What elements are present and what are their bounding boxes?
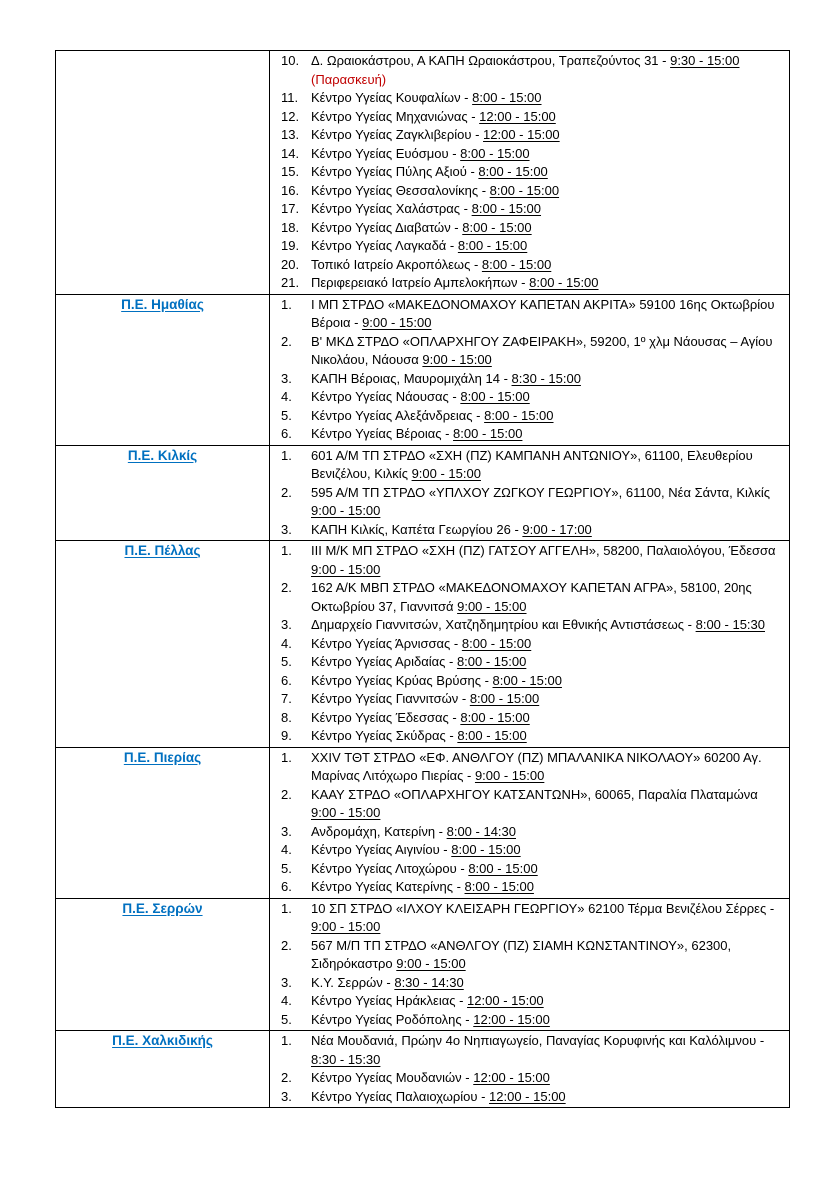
item-number: 3. <box>281 974 292 990</box>
location-text: Β' ΜΚΔ ΣΤΡΔΟ «ΟΠΛΑΡΧΗΓΟΥ ΖΑΦΕΙΡΑΚΗ», 59200, 1º χλμ Νάουσας – Αγίου Νικολάου, Νάουσα <box>311 333 773 367</box>
item-number: 5. <box>281 407 292 423</box>
opening-hours: 9:30 - 15:00 <box>670 53 740 68</box>
opening-hours: 8:30 - 15:00 <box>511 370 581 386</box>
item-content <box>311 333 789 370</box>
item-number: 5. <box>281 654 292 669</box>
schedule-item <box>270 126 789 145</box>
schedule-table <box>55 50 790 1108</box>
item-content <box>311 579 789 616</box>
schedule-item <box>270 200 789 219</box>
location-text: Κέντρο Υγείας Πύλης Αξιού - <box>311 164 479 179</box>
opening-hours: 8:00 - 15:30 <box>695 617 765 632</box>
schedule-item <box>270 1069 789 1088</box>
table-row <box>56 898 790 1031</box>
schedule-item <box>270 937 789 974</box>
table-row <box>56 445 790 541</box>
item-content <box>311 823 789 842</box>
item-content <box>311 709 789 728</box>
table-body <box>56 51 790 1108</box>
item-content <box>311 878 789 897</box>
item-number: 1. <box>281 447 292 463</box>
item-number: 4. <box>281 993 292 1008</box>
opening-hours: 9:00 - 15:00 <box>362 315 432 330</box>
item-number: 2. <box>281 786 292 802</box>
opening-hours: 9:00 - 15:00 <box>457 598 527 614</box>
opening-hours: 8:00 - 15:00 <box>456 654 527 669</box>
schedule-item <box>270 145 789 164</box>
item-number: 2. <box>281 333 292 349</box>
item-content <box>311 616 789 635</box>
item-number: 12. <box>281 108 300 124</box>
opening-hours: 9:00 - 15:00 <box>396 956 466 971</box>
location-text: ΚΑΠΗ Βέροιας, Μαυρομιχάλη 14 - <box>311 370 512 386</box>
schedule-item <box>270 579 789 616</box>
item-content <box>311 274 789 293</box>
schedule-item <box>270 370 789 389</box>
location-text: Κέντρο Υγείας Αριδαίας - <box>311 654 457 669</box>
opening-hours: 8:00 - 15:00 <box>457 728 527 743</box>
schedule-item <box>270 274 789 293</box>
location-text: Κέντρο Υγείας Βέροιας - <box>311 426 454 441</box>
location-text: ΙΙΙ Μ/Κ ΜΠ ΣΤΡΔΟ «ΣΧΗ (ΠΖ) ΓΑΤΣΟΥ ΑΓΓΕΛΗ», 58200, Παλαιολόγου, Έδεσσα <box>311 543 776 558</box>
schedule-item <box>270 447 789 484</box>
region-cell <box>56 1031 270 1108</box>
item-number: 6. <box>281 672 292 688</box>
schedule-item <box>270 823 789 842</box>
table-row <box>56 51 790 295</box>
item-number: 15. <box>281 164 300 179</box>
location-text: Κέντρο Υγείας Νάουσας - <box>311 389 461 404</box>
location-text: Κέντρο Υγείας Ροδόπολης - <box>311 1011 474 1027</box>
location-text: Κέντρο Υγείας Έδεσσας - <box>311 709 461 725</box>
item-number: 5. <box>281 1011 292 1027</box>
item-content <box>311 237 789 256</box>
item-number: 9. <box>281 728 292 743</box>
item-content <box>311 1032 789 1069</box>
item-number: 20. <box>281 256 300 272</box>
opening-hours: 9:00 - 15:00 <box>474 768 545 783</box>
schedule-item <box>270 108 789 127</box>
schedule-item <box>270 974 789 993</box>
region-cell <box>56 51 270 295</box>
region-cell <box>56 294 270 445</box>
location-text: Κέντρο Υγείας Κουφαλίων - <box>311 90 473 105</box>
location-text: Τοπικό Ιατρείο Ακροπόλεως - <box>311 256 482 272</box>
opening-hours: 8:30 - 15:30 <box>311 1051 381 1067</box>
location-text: Κέντρο Υγείας Διαβατών - <box>311 219 463 235</box>
entries-cell <box>270 1031 790 1108</box>
location-text: Κέντρο Υγείας Ζαγκλιβερίου - <box>311 127 484 142</box>
item-number: 19. <box>281 238 300 253</box>
opening-hours: 8:00 - 15:00 <box>481 256 552 272</box>
region-link[interactable]: Π.Ε. Ημαθίας <box>121 296 204 312</box>
schedule-item <box>270 616 789 635</box>
entries-cell <box>270 51 790 295</box>
item-number: 4. <box>281 842 292 857</box>
location-text: 567 Μ/Π ΤΠ ΣΤΡΔΟ «ΑΝΘΛΓΟΥ (ΠΖ) ΣΙΑΜΗ ΚΩΝΣΤΑΝΤΙΝΟΥ», 62300, Σιδηρόκαστρο <box>311 937 732 971</box>
opening-hours: 8:00 - 15:00 <box>464 879 534 894</box>
opening-hours: 8:00 - 15:00 <box>484 407 554 423</box>
item-content <box>311 256 789 275</box>
item-content <box>311 841 789 860</box>
item-number: 2. <box>281 484 292 500</box>
item-content <box>311 749 789 786</box>
location-text: Νέα Μουδανιά, Πρώην 4ο Νηπιαγωγείο, Παναγίας Κορυφινής και Καλόλιμνου - <box>311 1033 765 1048</box>
item-number: 14. <box>281 145 300 161</box>
schedule-item <box>270 484 789 521</box>
region-link[interactable]: Π.Ε. Κιλκίς <box>127 447 198 463</box>
location-text: Ανδρομάχη, Κατερίνη - <box>311 823 447 839</box>
opening-hours: 8:00 - 15:00 <box>460 145 530 161</box>
item-content <box>311 52 789 89</box>
item-number: 4. <box>281 389 292 404</box>
location-text: Κέντρο Υγείας Άρνισσας - <box>311 635 462 651</box>
opening-hours: 12:00 - 15:00 <box>467 993 544 1008</box>
item-number: 2. <box>281 1070 292 1085</box>
item-content <box>311 163 789 182</box>
item-number: 4. <box>281 635 292 651</box>
item-content <box>311 727 789 746</box>
opening-hours: 8:00 - 15:00 <box>461 635 532 651</box>
region-link[interactable]: Π.Ε. Πιερίας <box>123 749 202 765</box>
location-text: Κέντρο Υγείας Γιαννιτσών - <box>311 691 470 706</box>
item-number: 3. <box>281 1088 292 1104</box>
item-content <box>311 786 789 823</box>
item-content <box>311 900 789 937</box>
opening-hours: 9:00 - 15:00 <box>311 919 381 934</box>
item-content <box>311 1011 789 1030</box>
item-content <box>311 126 789 145</box>
schedule-item <box>270 860 789 879</box>
item-number: 5. <box>281 860 292 876</box>
table-row <box>56 1031 790 1108</box>
schedule-item <box>270 786 789 823</box>
location-text: Κέντρο Υγείας Μουδανιών - <box>311 1070 474 1085</box>
schedule-item <box>270 635 789 654</box>
opening-hours: 8:00 - 15:00 <box>492 672 562 688</box>
opening-hours: 9:00 - 15:00 <box>311 805 381 820</box>
item-content <box>311 974 789 993</box>
location-text: Περιφερειακό Ιατρείο Αμπελοκήπων - <box>311 275 530 290</box>
item-number: 3. <box>281 370 292 386</box>
schedule-item <box>270 256 789 275</box>
opening-hours: 8:00 - 15:00 <box>460 389 530 404</box>
opening-hours: 8:00 - 14:30 <box>446 823 516 839</box>
schedule-item <box>270 992 789 1011</box>
schedule-item <box>270 182 789 201</box>
item-content <box>311 182 789 201</box>
opening-hours: 8:00 - 15:00 <box>529 275 599 290</box>
table-row <box>56 294 790 445</box>
schedule-item <box>270 89 789 108</box>
schedule-item <box>270 900 789 937</box>
location-text: Κέντρο Υγείας Θεσσαλονίκης - <box>311 182 490 198</box>
item-content <box>311 219 789 238</box>
region-cell <box>56 898 270 1031</box>
item-number: 21. <box>281 275 300 290</box>
item-number: 7. <box>281 691 292 706</box>
opening-hours: 12:00 - 15:00 <box>483 127 560 142</box>
schedule-item <box>270 407 789 426</box>
schedule-item <box>270 1088 789 1107</box>
region-link[interactable]: Π.Ε. Πέλλας <box>124 543 201 558</box>
schedule-item <box>270 1011 789 1030</box>
entries-cell <box>270 445 790 541</box>
schedule-item <box>270 727 789 746</box>
schedule-item <box>270 690 789 709</box>
schedule-item <box>270 425 789 444</box>
region-cell <box>56 445 270 541</box>
opening-hours: 12:00 - 15:00 <box>479 108 556 124</box>
opening-hours: 8:00 - 15:00 <box>472 90 542 105</box>
opening-hours: 9:00 - 15:00 <box>311 503 381 518</box>
item-content <box>311 672 789 691</box>
opening-hours: 9:00 - 15:00 <box>422 352 492 367</box>
location-text: Κέντρο Υγείας Μηχανιώνας - <box>311 108 480 124</box>
schedule-item <box>270 296 789 333</box>
schedule-item <box>270 163 789 182</box>
location-text: 601 Α/Μ ΤΠ ΣΤΡΔΟ «ΣΧΗ (ΠΖ) ΚΑΜΠΑΝΗ ΑΝΤΩΝΙΟΥ», 61100, Ελευθερίου Βενιζέλου, Κιλκίς <box>311 447 753 481</box>
location-text: Ι ΜΠ ΣΤΡΔΟ «ΜΑΚΕΔΟΝΟΜΑΧΟΥ ΚΑΠΕΤΑΝ ΑΚΡΙΤΑ» 59100 16ης Οκτωβρίου Βέροια - <box>311 296 775 330</box>
opening-hours: 8:30 - 14:30 <box>394 974 464 990</box>
schedule-item <box>270 653 789 672</box>
item-number: 16. <box>281 182 300 198</box>
location-text: Κέντρο Υγείας Κρύας Βρύσης - <box>311 672 493 688</box>
schedule-item <box>270 219 789 238</box>
opening-hours: 12:00 - 15:00 <box>473 1011 550 1027</box>
item-content <box>311 200 789 219</box>
item-content <box>311 447 789 484</box>
entries-cell <box>270 541 790 748</box>
location-text: 10 ΣΠ ΣΤΡΔΟ «ΙΛΧΟΥ ΚΛΕΙΣΑΡΗ ΓΕΩΡΓΙΟΥ» 62100 Τέρμα Βενιζέλου Σέρρες - <box>311 900 775 916</box>
opening-hours: 8:00 - 15:00 <box>451 842 521 857</box>
location-text: Κέντρο Υγείας Κατερίνης - <box>311 879 465 894</box>
item-content <box>311 542 789 579</box>
item-number: 3. <box>281 521 292 537</box>
item-content <box>311 1088 789 1107</box>
schedule-item <box>270 52 789 89</box>
opening-hours: 8:00 - 15:00 <box>462 219 532 235</box>
schedule-item <box>270 1032 789 1069</box>
item-content <box>311 108 789 127</box>
entries-cell <box>270 898 790 1031</box>
item-content <box>311 992 789 1011</box>
schedule-item <box>270 749 789 786</box>
opening-hours: 8:00 - 15:00 <box>457 238 528 253</box>
location-text: Κ.Υ. Σερρών - <box>311 974 395 990</box>
item-number: 2. <box>281 580 292 595</box>
opening-hours: 12:00 - 15:00 <box>473 1070 550 1085</box>
item-number: 13. <box>281 127 300 142</box>
schedule-item <box>270 237 789 256</box>
opening-hours: 9:00 - 15:00 <box>411 466 481 481</box>
schedule-item <box>270 388 789 407</box>
item-number: 3. <box>281 617 292 632</box>
item-number: 2. <box>281 937 292 953</box>
location-text: XXIV ΤΘΤ ΣΤΡΔΟ «ΕΦ. ΑΝΘΛΓΟΥ (ΠΖ) ΜΠΑΛΑΝΙΚΑ ΝΙΚΟΛΑΟΥ» 60200 Αγ. Μαρίνας Λιτόχωρο Πιερίας - <box>311 749 762 783</box>
item-number: 6. <box>281 879 292 894</box>
location-text: 595 Α/Μ ΤΠ ΣΤΡΔΟ «ΥΠΛΧΟΥ ΖΩΓΚΟΥ ΓΕΩΡΓΙΟΥ», 61100, Νέα Σάντα, Κιλκίς <box>311 484 771 500</box>
opening-hours: 8:00 - 15:00 <box>469 691 540 706</box>
item-content <box>311 145 789 164</box>
opening-hours: 8:00 - 15:00 <box>453 426 523 441</box>
location-text: Κέντρο Υγείας Ηράκλειας - <box>311 993 468 1008</box>
item-number: 1. <box>281 543 292 558</box>
item-content <box>311 407 789 426</box>
opening-hours: 8:00 - 15:00 <box>489 182 560 198</box>
location-text: Κέντρο Υγείας Ευόσμου - <box>311 145 461 161</box>
location-text: Κέντρο Υγείας Αιγινίου - <box>311 842 452 857</box>
note-day: (Παρασκευή) <box>311 71 387 87</box>
location-text: Δ. Ωραιοκάστρου, Α ΚΑΠΗ Ωραιοκάστρου, Τραπεζούντος 31 - <box>311 53 671 68</box>
location-text: ΚΑΑΥ ΣΤΡΔΟ «ΟΠΛΑΡΧΗΓΟΥ ΚΑΤΣΑΝΤΩΝΗ», 60065, Παραλία Πλαταμώνα <box>311 786 758 802</box>
schedule-item <box>270 672 789 691</box>
region-link[interactable]: Π.Ε. Σερρών <box>122 900 203 916</box>
item-number: 1. <box>281 1033 292 1048</box>
item-content <box>311 484 789 521</box>
schedule-item <box>270 878 789 897</box>
opening-hours: 12:00 - 15:00 <box>489 1088 566 1104</box>
location-text: Κέντρο Υγείας Παλαιοχωρίου - <box>311 1088 490 1104</box>
schedule-item <box>270 841 789 860</box>
region-link[interactable]: Π.Ε. Χαλκιδικής <box>112 1033 213 1048</box>
schedule-item <box>270 709 789 728</box>
entries-cell <box>270 294 790 445</box>
item-content <box>311 388 789 407</box>
item-number: 17. <box>281 201 300 216</box>
item-number: 10. <box>281 53 300 68</box>
opening-hours: 9:00 - 15:00 <box>311 561 381 577</box>
item-content <box>311 89 789 108</box>
item-content <box>311 937 789 974</box>
item-number: 1. <box>281 296 292 312</box>
item-number: 18. <box>281 219 300 235</box>
table-row <box>56 747 790 898</box>
location-text: Κέντρο Υγείας Λαγκαδά - <box>311 238 458 253</box>
item-content <box>311 370 789 389</box>
schedule-item <box>270 333 789 370</box>
region-cell <box>56 747 270 898</box>
item-content <box>311 653 789 672</box>
opening-hours: 9:00 - 17:00 <box>522 521 592 537</box>
item-content <box>311 635 789 654</box>
schedule-item <box>270 521 789 540</box>
location-text: ΚΑΠΗ Κιλκίς, Καπέτα Γεωργίου 26 - <box>311 521 523 537</box>
item-content <box>311 1069 789 1088</box>
opening-hours: 8:00 - 15:00 <box>471 201 542 216</box>
location-text: Κέντρο Υγείας Σκύδρας - <box>311 728 458 743</box>
item-number: 8. <box>281 709 292 725</box>
item-content <box>311 521 789 540</box>
location-text: Κέντρο Υγείας Λιτοχώρου - <box>311 860 469 876</box>
item-content <box>311 690 789 709</box>
item-content <box>311 860 789 879</box>
location-text: Δημαρχείο Γιαννιτσών, Χατζηδημητρίου και Εθνικής Αντιστάσεως - <box>311 617 696 632</box>
item-number: 1. <box>281 749 292 765</box>
opening-hours: 8:00 - 15:00 <box>460 709 530 725</box>
item-number: 1. <box>281 900 292 916</box>
schedule-item <box>270 542 789 579</box>
opening-hours: 8:00 - 15:00 <box>468 860 538 876</box>
region-cell <box>56 541 270 748</box>
entries-cell <box>270 747 790 898</box>
opening-hours: 8:00 - 15:00 <box>478 164 548 179</box>
item-content <box>311 296 789 333</box>
location-text: Κέντρο Υγείας Αλεξάνδρειας - <box>311 407 485 423</box>
item-content <box>311 425 789 444</box>
location-text: 162 Α/Κ ΜΒΠ ΣΤΡΔΟ «ΜΑΚΕΔΟΝΟΜΑΧΟΥ ΚΑΠΕΤΑΝ ΑΓΡΑ», 58100, 20ης Οκτωβρίου 37, Γιαννιτσά <box>311 580 752 614</box>
location-text: Κέντρο Υγείας Χαλάστρας - <box>311 201 472 216</box>
item-number: 11. <box>281 90 299 105</box>
item-number: 3. <box>281 823 292 839</box>
item-number: 6. <box>281 426 292 441</box>
table-row <box>56 541 790 748</box>
